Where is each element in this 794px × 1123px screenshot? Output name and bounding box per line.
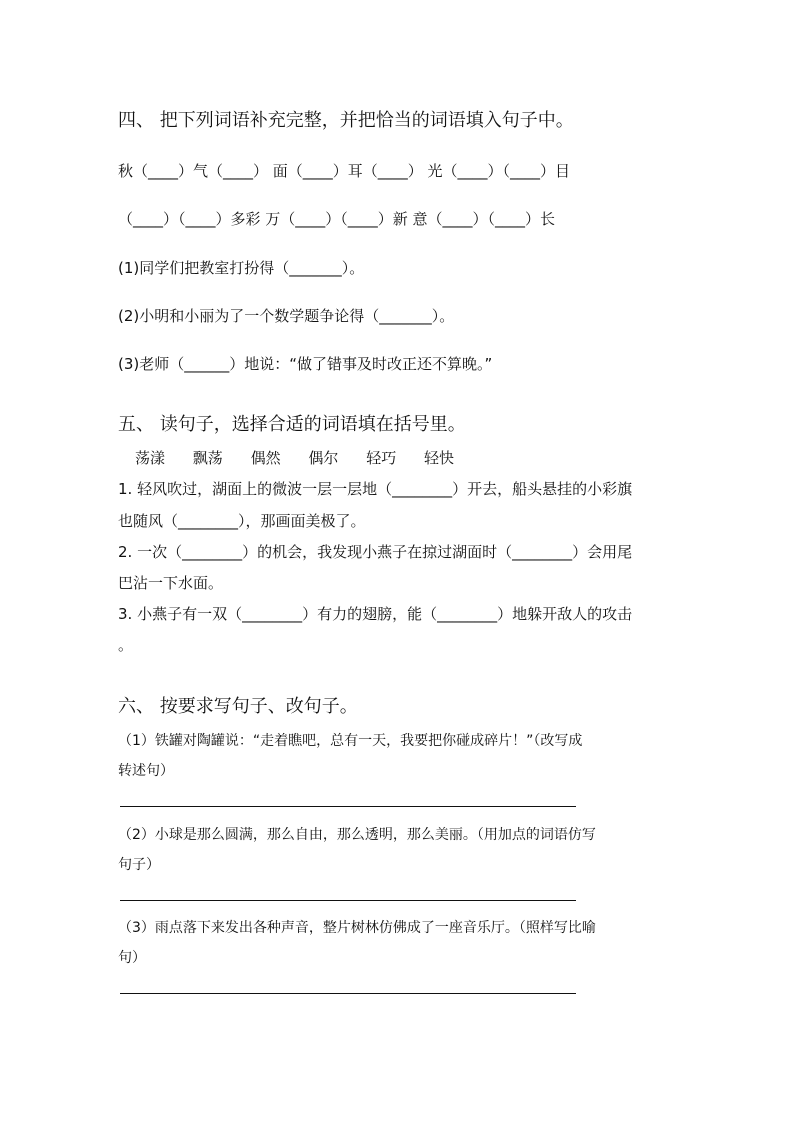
section-5-question-2-cont: 巴沾一下水面。 — [118, 574, 224, 592]
word-bank-item: 荡漾 — [135, 449, 166, 467]
section-6-heading: 六、 按要求写句子、改句子。 — [118, 696, 358, 717]
answer-line-2[interactable] — [120, 900, 576, 901]
word-bank-item: 飘荡 — [192, 449, 223, 467]
answer-line-1[interactable] — [120, 806, 576, 807]
section-4-sentence-1: (1)同学们把教室打扮得（_______）。 — [118, 259, 365, 277]
section-4-words-row-2: （____）（____）多彩 万（____）（____）新 意（____）（____）长 — [118, 210, 556, 228]
word-bank-item: 偶然 — [250, 449, 281, 467]
word-bank-item: 偶尔 — [308, 449, 339, 467]
section-6-question-1-cont: 转述句） — [118, 763, 174, 779]
section-6-question-3-cont: 句） — [118, 950, 146, 966]
section-5-question-3-cont: 。 — [118, 636, 134, 654]
word-bank — [135, 447, 477, 468]
word-bank-item: 轻巧 — [366, 449, 397, 467]
section-6-question-2-cont: 句子） — [118, 857, 160, 873]
section-5-question-3: 3. 小燕子有一双（________）有力的翅膀，能（________）地躲开敌人的攻击 — [118, 605, 633, 623]
section-5-heading: 五、 读句子，选择合适的词语填在括号里。 — [118, 414, 466, 435]
section-5-question-1: 1. 轻风吹过，湖面上的微波一层一层地（________）开去，船头悬挂的小彩旗 — [118, 480, 633, 498]
word-bank-item: 轻快 — [423, 449, 454, 467]
section-4-words-row-1: 秋（____）气（____） 面（____）耳（____） 光（____）（____）目 — [118, 162, 571, 180]
section-6-question-3: （3）雨点落下来发出各种声音，整片树林仿佛成了一座音乐厅。（照样写比喻 — [118, 920, 596, 936]
section-4-heading: 四、 把下列词语补充完整，并把恰当的词语填入句子中。 — [118, 110, 574, 131]
section-4-sentence-2: (2)小明和小丽为了一个数学题争论得（_______）。 — [118, 307, 455, 325]
section-5-question-1-cont: 也随风（________），那画面美极了。 — [118, 512, 366, 530]
section-6-question-1: （1）铁罐对陶罐说：“走着瞧吧，总有一天，我要把你碰成碎片！”（改写成 — [118, 733, 583, 749]
section-5-question-2: 2. 一次（________）的机会，我发现小燕子在掠过湖面时（________）会用尾 — [118, 543, 633, 561]
answer-line-3[interactable] — [120, 993, 576, 994]
section-6-question-2: （2）小球是那么圆满，那么自由，那么透明，那么美丽。（用加点的词语仿写 — [118, 827, 596, 843]
section-4-sentence-3: (3)老师（______）地说：“做了错事及时改正还不算晚。” — [118, 355, 493, 373]
